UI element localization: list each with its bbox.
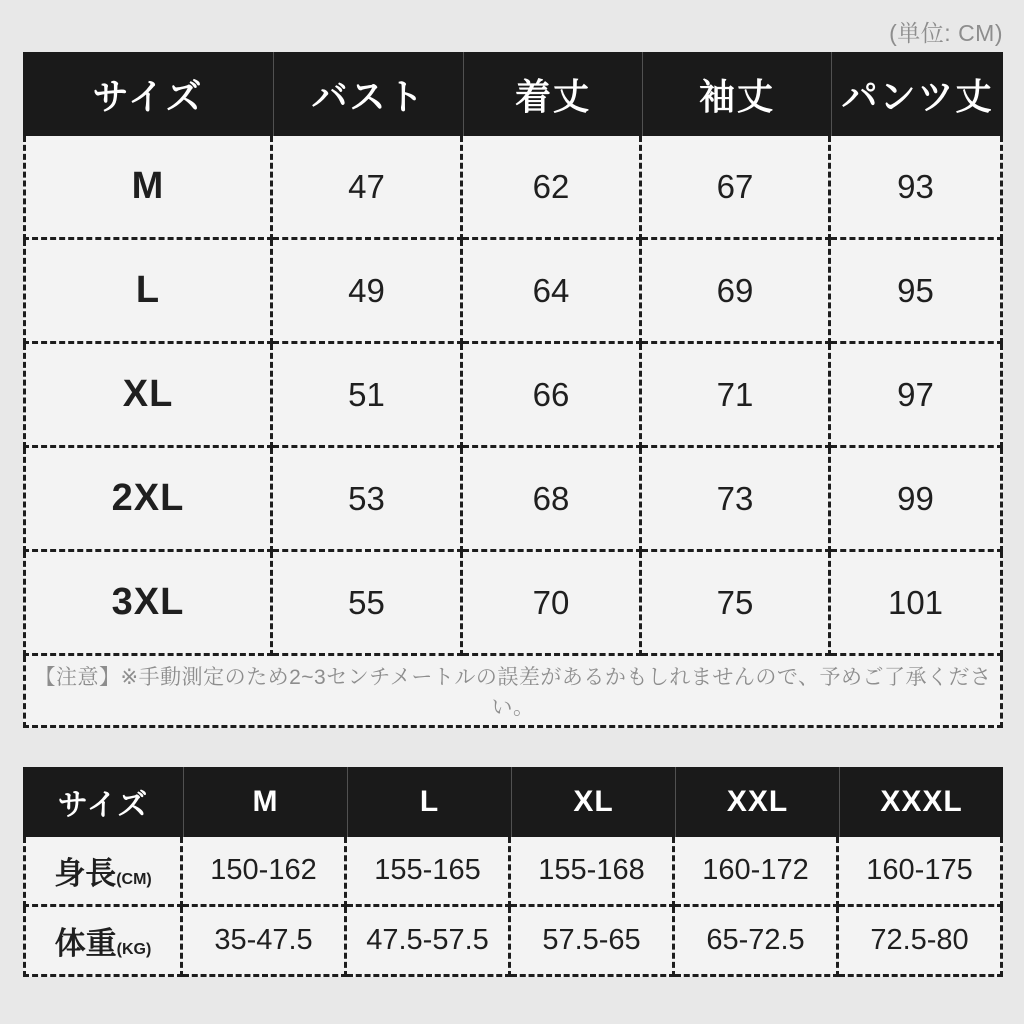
- value-cell: 72.5-80: [839, 907, 1003, 977]
- size-label: XL: [23, 344, 273, 448]
- table-row-2xl: [23, 448, 1003, 552]
- value-cell: 75: [642, 552, 831, 656]
- header-xl: XL: [511, 767, 675, 837]
- size-label: L: [23, 240, 273, 344]
- value-cell: 69: [642, 240, 831, 344]
- table-row-weight: [23, 907, 1003, 977]
- value-cell: 70: [463, 552, 642, 656]
- value-cell: 47.5-57.5: [347, 907, 511, 977]
- value-cell: 71: [642, 344, 831, 448]
- value-cell: 53: [273, 448, 463, 552]
- row-label-text: 体重: [54, 926, 117, 961]
- value-cell: 66: [463, 344, 642, 448]
- header-l: L: [347, 767, 511, 837]
- row-label-weight: [23, 907, 183, 977]
- body-table-header-row: [23, 767, 1003, 837]
- header-size: サイズ: [23, 767, 183, 837]
- body-size-table: [23, 767, 1003, 977]
- value-cell: 101: [831, 552, 1003, 656]
- value-cell: 57.5-65: [511, 907, 675, 977]
- value-cell: 99: [831, 448, 1003, 552]
- measurement-note: 【注意】※手動測定のため2~3センチメートルの誤差があるかもしれませんので、予めご了承ください。: [23, 656, 1003, 728]
- value-cell: 35-47.5: [183, 907, 347, 977]
- table-row-height: [23, 837, 1003, 907]
- header-bust: バスト: [273, 52, 463, 136]
- size-label: 2XL: [23, 448, 273, 552]
- value-cell: 155-168: [511, 837, 675, 907]
- value-cell: 51: [273, 344, 463, 448]
- value-cell: 47: [273, 136, 463, 240]
- value-cell: 160-172: [675, 837, 839, 907]
- value-cell: 155-165: [347, 837, 511, 907]
- header-xxl: XXL: [675, 767, 839, 837]
- header-sleeve-length: 袖丈: [642, 52, 831, 136]
- garment-table-header-row: [23, 52, 1003, 136]
- value-cell: 65-72.5: [675, 907, 839, 977]
- value-cell: 64: [463, 240, 642, 344]
- note-row: [23, 656, 1003, 728]
- header-length: 着丈: [463, 52, 642, 136]
- value-cell: 97: [831, 344, 1003, 448]
- table-row-xl: [23, 344, 1003, 448]
- row-label-text: 身長: [54, 856, 117, 891]
- size-label: M: [23, 136, 273, 240]
- value-cell: 49: [273, 240, 463, 344]
- row-label-unit: (KG): [116, 941, 152, 958]
- value-cell: 160-175: [839, 837, 1003, 907]
- garment-size-table: [23, 52, 1003, 728]
- value-cell: 150-162: [183, 837, 347, 907]
- size-label: 3XL: [23, 552, 273, 656]
- value-cell: 55: [273, 552, 463, 656]
- unit-label: (単位: CM): [889, 20, 1003, 46]
- value-cell: 68: [463, 448, 642, 552]
- table-row-m: [23, 136, 1003, 240]
- header-size: サイズ: [23, 52, 273, 136]
- header-xxxl: XXXL: [839, 767, 1003, 837]
- header-pants-length: パンツ丈: [831, 52, 1003, 136]
- value-cell: 62: [463, 136, 642, 240]
- value-cell: 67: [642, 136, 831, 240]
- value-cell: 73: [642, 448, 831, 552]
- table-row-l: [23, 240, 1003, 344]
- header-m: M: [183, 767, 347, 837]
- row-label-height: [23, 837, 183, 907]
- value-cell: 95: [831, 240, 1003, 344]
- value-cell: 93: [831, 136, 1003, 240]
- table-row-3xl: [23, 552, 1003, 656]
- row-label-unit: (CM): [116, 871, 152, 888]
